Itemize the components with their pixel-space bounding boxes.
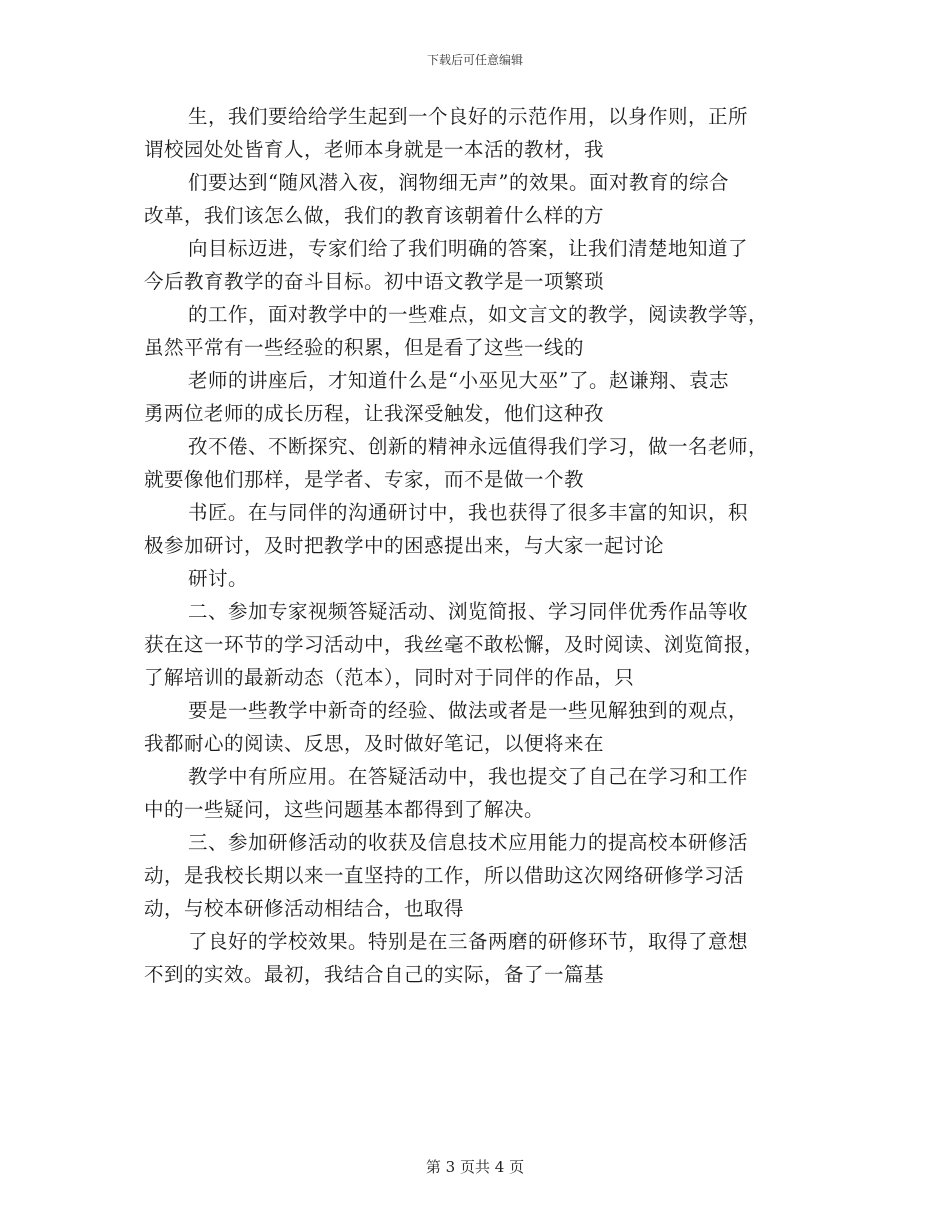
paragraph bbox=[144, 364, 824, 430]
text-line: 的工作，面对教学中的一些难点，如文言文的教学，阅读教学等， bbox=[188, 303, 769, 326]
text-line: 孜不倦、不断探究、创新的精神永远值得我们学习，做一名老师， bbox=[188, 435, 769, 458]
paragraph bbox=[144, 430, 824, 496]
text-line: 老师的讲座后，才知道什么是“小巫见大巫”了。赵谦翔、袁志 bbox=[188, 369, 729, 392]
text-line: 了良好的学校效果。特别是在三备两磨的研修环节，取得了意想 bbox=[188, 930, 749, 953]
paragraph bbox=[144, 925, 824, 991]
text-line: 们要达到“随风潜入夜，润物细无声”的效果。面对教育的综合 bbox=[188, 171, 729, 194]
text-line: 虽然平常有一些经验的积累，但是看了这些一线的 bbox=[144, 336, 585, 359]
text-line: 动，与校本研修活动相结合，也取得 bbox=[144, 897, 465, 920]
text-line: 改革，我们该怎么做，我们的教育该朝着什么样的方 bbox=[144, 204, 605, 227]
text-line: 二、参加专家视频答疑活动、浏览简报、学习同伴优秀作品等收 bbox=[188, 600, 749, 623]
paragraph bbox=[144, 232, 824, 298]
page-number-footer: 第 3 页共 4 页 bbox=[425, 1158, 525, 1176]
text-line: 三、参加研修活动的收获及信息技术应用能力的提高校本研修活 bbox=[188, 831, 749, 854]
text-line: 书匠。在与同伴的沟通研讨中，我也获得了很多丰富的知识，积 bbox=[188, 501, 749, 524]
paragraph bbox=[144, 562, 824, 595]
paragraph bbox=[144, 298, 824, 364]
paragraph bbox=[144, 496, 824, 562]
text-line: 不到的实效。最初，我结合自己的实际，备了一篇基 bbox=[144, 963, 605, 986]
text-line: 了解培训的最新动态（范本），同时对于同伴的作品，只 bbox=[144, 666, 635, 689]
text-line: 我都耐心的阅读、反思，及时做好笔记，以便将来在 bbox=[144, 732, 605, 755]
text-line: 要是一些教学中新奇的经验、做法或者是一些见解独到的观点， bbox=[188, 699, 749, 722]
text-line: 向目标迈进，专家们给了我们明确的答案，让我们清楚地知道了 bbox=[188, 237, 749, 260]
paragraph bbox=[144, 826, 824, 925]
text-line: 生，我们要给给学生起到一个良好的示范作用，以身作则，正所 bbox=[188, 105, 749, 128]
text-line: 教学中有所应用。在答疑活动中，我也提交了自己在学习和工作 bbox=[188, 765, 749, 788]
document-body bbox=[144, 100, 824, 991]
text-line: 动，是我校长期以来一直坚持的工作，所以借助这次网络研修学习活 bbox=[144, 864, 745, 887]
text-line: 中的一些疑问，这些问题基本都得到了解决。 bbox=[144, 798, 545, 821]
text-line: 极参加研讨，及时把教学中的困惑提出来，与大家一起讨论 bbox=[144, 534, 665, 557]
text-line: 今后教育教学的奋斗目标。初中语文教学是一项繁琐 bbox=[144, 270, 605, 293]
paragraph bbox=[144, 100, 824, 166]
text-line: 获在这一环节的学习活动中，我丝毫不敢松懈，及时阅读、浏览简报， bbox=[144, 633, 765, 656]
page-header: 下载后可任意编辑 bbox=[426, 53, 523, 67]
text-line: 研讨。 bbox=[188, 567, 249, 590]
paragraph bbox=[144, 694, 824, 760]
paragraph bbox=[144, 166, 824, 232]
text-line: 就要像他们那样，是学者、专家，而不是做一个教 bbox=[144, 468, 585, 491]
paragraph bbox=[144, 595, 824, 694]
text-line: 勇两位老师的成长历程，让我深受触发，他们这种孜 bbox=[144, 402, 605, 425]
text-line: 谓校园处处皆育人，老师本身就是一本活的教材，我 bbox=[144, 138, 605, 161]
paragraph bbox=[144, 760, 824, 826]
